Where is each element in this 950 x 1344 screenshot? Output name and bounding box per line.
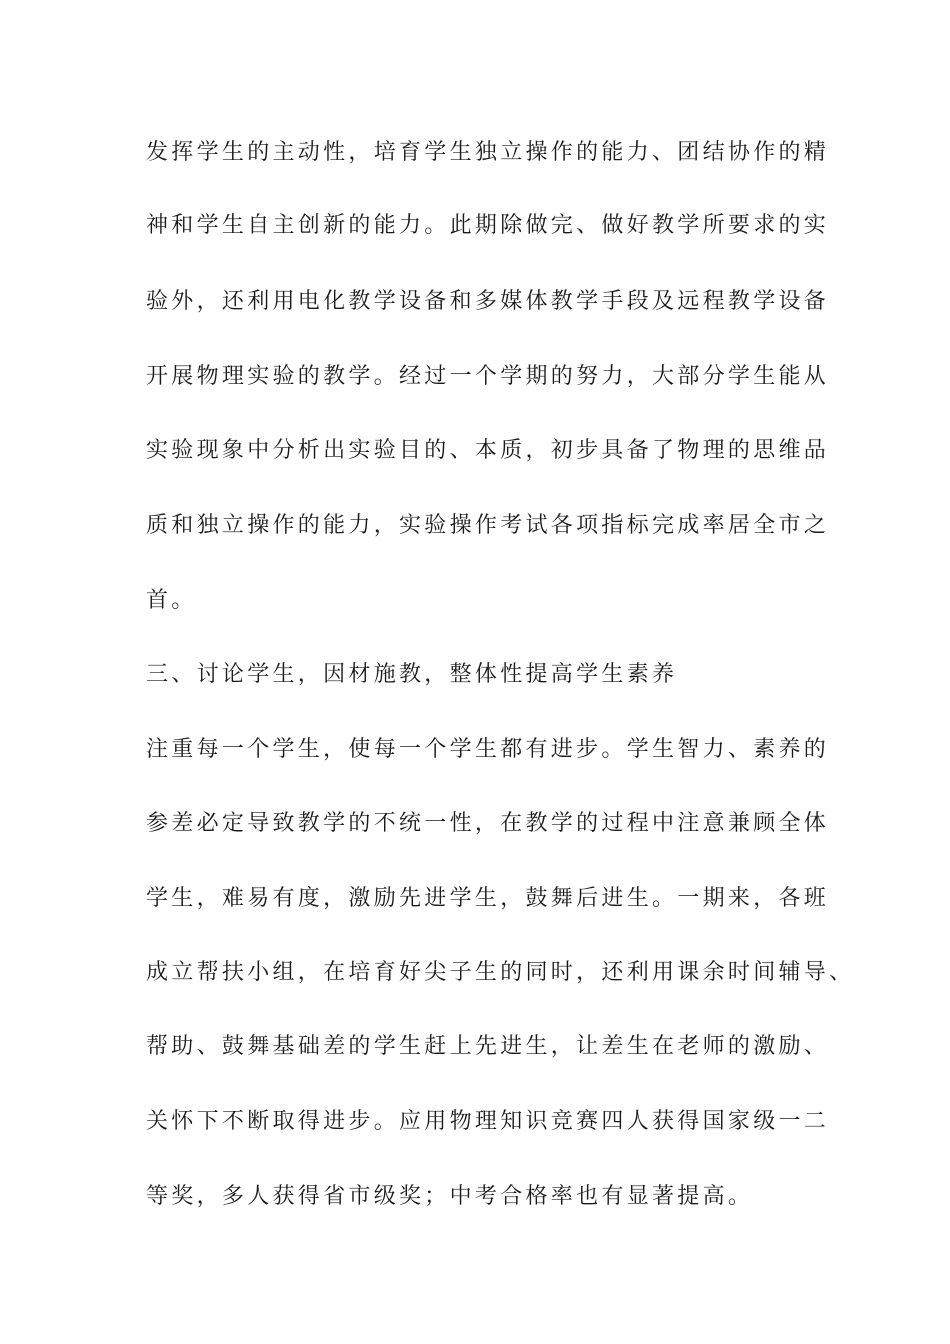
paragraph-line: 开展物理实验的教学。经过一个学期的努力，大部分学生能从 — [146, 364, 830, 389]
paragraph-line: 学生，难易有度，激励先进学生，鼓舞后进生。一期来，各班 — [146, 886, 830, 911]
paragraph-line: 质和独立操作的能力，实验操作考试各项指标完成率居全市之 — [146, 513, 830, 538]
paragraph-line: 神和学生自主创新的能力。此期除做完、做好教学所要求的实 — [146, 213, 830, 238]
paragraph-line: 成立帮扶小组，在培育好尖子生的同时，还利用课余时间辅导、 — [146, 960, 855, 985]
paragraph-line: 首。 — [146, 588, 197, 613]
paragraph-line: 等奖，多人获得省市级奖；中考合格率也有显著提高。 — [146, 1184, 754, 1209]
paragraph-line: 参差必定导致教学的不统一性，在教学的过程中注意兼顾全体 — [146, 811, 830, 836]
section-heading: 三、讨论学生，因材施教，整体性提高学生素养 — [146, 662, 678, 687]
paragraph-line: 注重每一个学生，使每一个学生都有进步。学生智力、素养的 — [146, 737, 830, 762]
paragraph-line: 验外，还利用电化教学设备和多媒体教学手段及远程教学设备 — [146, 289, 830, 314]
paragraph-line: 发挥学生的主动性，培育学生独立操作的能力、团结协作的精 — [146, 140, 830, 165]
paragraph-line: 关怀下不断取得进步。应用物理知识竞赛四人获得国家级一二 — [146, 1109, 830, 1134]
paragraph-line: 帮助、鼓舞基础差的学生赶上先进生，让差生在老师的激励、 — [146, 1034, 830, 1059]
paragraph-line: 实验现象中分析出实验目的、本质，初步具备了物理的思维品 — [146, 438, 830, 463]
